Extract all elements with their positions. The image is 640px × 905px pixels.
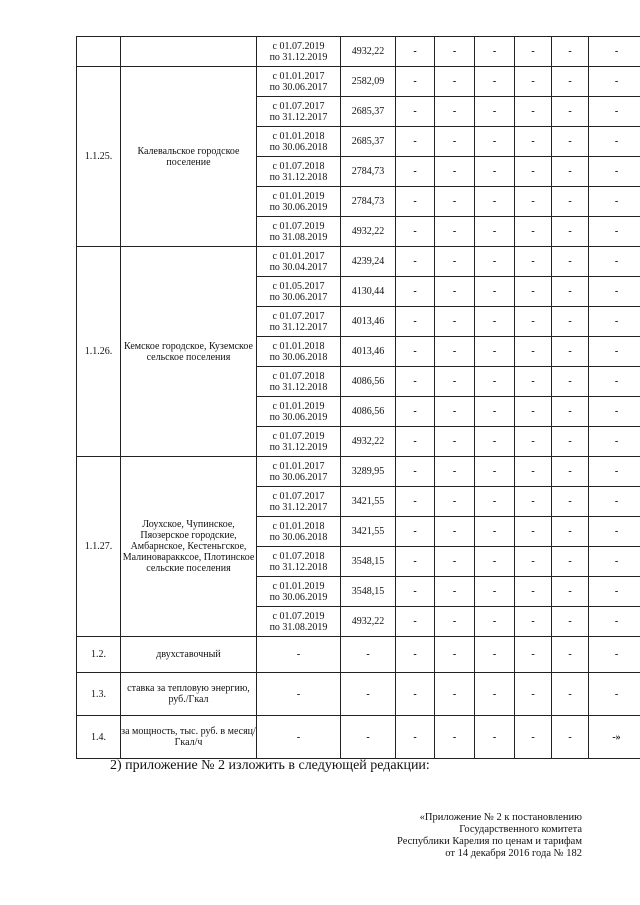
empty-value-cell: - (435, 487, 475, 517)
tariff-value: 2784,73 (341, 157, 396, 187)
empty-value-cell: - (589, 127, 640, 157)
settlement-name: Лоухское, Чупинское, Пяозерское городские, Амбарнское, Кестеньгское, Малиноваракксое, Плотинское сельские поселения (121, 457, 257, 637)
period-to: по 30.06.2017 (269, 291, 328, 303)
tariff-table (76, 36, 640, 759)
tariff-value: 4130,44 (341, 277, 396, 307)
empty-value-cell: - (396, 97, 435, 127)
table-row (77, 37, 640, 67)
empty-value-cell: - (589, 607, 640, 637)
period-to: по 30.06.2018 (269, 531, 328, 543)
empty-value-cell: - (552, 607, 589, 637)
tariff-value: 3421,55 (341, 517, 396, 547)
empty-value-cell: - (515, 187, 552, 217)
empty-value-cell: - (475, 716, 515, 759)
empty-value-cell: - (589, 637, 640, 673)
period-to: по 31.12.2017 (269, 111, 328, 123)
row-number: 1.1.27. (77, 457, 121, 637)
empty-value-cell: - (515, 97, 552, 127)
empty-value-cell: - (589, 547, 640, 577)
period-from: с 01.05.2017 (272, 280, 325, 292)
period-to: по 30.06.2017 (269, 81, 328, 93)
settlement-name (121, 37, 257, 67)
empty-value-cell: - (515, 457, 552, 487)
empty-value-cell: - (589, 97, 640, 127)
appendix-line-4: от 14 декабря 2016 года № 182 (445, 848, 582, 859)
empty-value-cell: - (435, 67, 475, 97)
period-cell (257, 127, 341, 157)
empty-value-cell: - (589, 427, 640, 457)
period-cell (257, 307, 341, 337)
period-cell (257, 187, 341, 217)
period-from: с 01.01.2018 (272, 130, 325, 142)
period-from: с 01.01.2018 (272, 520, 325, 532)
period-to: по 30.04.2017 (269, 261, 328, 273)
period-from: с 01.01.2018 (272, 340, 325, 352)
empty-value-cell: - (257, 716, 341, 759)
table-row (77, 457, 640, 487)
tariff-value: 3289,95 (341, 457, 396, 487)
period-cell (257, 607, 341, 637)
settlement-name: Калевальское городское поселение (121, 67, 257, 247)
empty-value-cell: - (475, 187, 515, 217)
empty-value-cell: - (475, 37, 515, 67)
period-to: по 30.06.2018 (269, 351, 328, 363)
empty-value-cell: - (515, 37, 552, 67)
empty-value-cell: - (589, 397, 640, 427)
empty-value-cell: - (435, 37, 475, 67)
period-cell (257, 487, 341, 517)
tariff-type-name: двухставочный (121, 637, 257, 673)
empty-value-cell: - (341, 716, 396, 759)
empty-value-cell: - (475, 247, 515, 277)
empty-value-cell: - (435, 397, 475, 427)
period-to: по 31.12.2017 (269, 501, 328, 513)
empty-value-cell: - (552, 97, 589, 127)
tariff-value: 4086,56 (341, 367, 396, 397)
tariff-type-name: ставка за тепловую энергию, руб./Гкал (121, 673, 257, 716)
empty-value-cell: - (475, 457, 515, 487)
empty-value-cell: - (552, 577, 589, 607)
row-number (77, 37, 121, 67)
row-number: 1.4. (77, 716, 121, 759)
empty-value-cell: - (515, 217, 552, 247)
period-cell (257, 37, 341, 67)
table-row (77, 673, 640, 716)
empty-value-cell: - (589, 577, 640, 607)
empty-value-cell: - (552, 397, 589, 427)
empty-value-cell: - (475, 487, 515, 517)
period-from: с 01.01.2017 (272, 460, 325, 472)
empty-value-cell: - (257, 637, 341, 673)
empty-value-cell: - (589, 337, 640, 367)
period-cell (257, 67, 341, 97)
period-to: по 30.06.2019 (269, 201, 328, 213)
period-cell (257, 517, 341, 547)
period-from: с 01.01.2019 (272, 580, 325, 592)
empty-value-cell: - (475, 307, 515, 337)
tariff-value: 4086,56 (341, 397, 396, 427)
tariff-table-body (77, 37, 640, 759)
empty-value-cell: - (396, 157, 435, 187)
period-cell (257, 97, 341, 127)
empty-value-cell: - (475, 367, 515, 397)
empty-value-cell: - (589, 487, 640, 517)
empty-value-cell: - (435, 97, 475, 127)
empty-value-cell: - (515, 67, 552, 97)
empty-value-cell: - (435, 607, 475, 637)
empty-value-cell: - (396, 673, 435, 716)
empty-value-cell: - (589, 673, 640, 716)
empty-value-cell: - (515, 277, 552, 307)
row-number: 1.1.26. (77, 247, 121, 457)
empty-value-cell: - (552, 457, 589, 487)
period-to: по 30.06.2017 (269, 471, 328, 483)
tariff-value: 4932,22 (341, 427, 396, 457)
period-to: по 31.12.2018 (269, 561, 328, 573)
empty-value-cell: - (475, 97, 515, 127)
empty-value-cell: - (552, 217, 589, 247)
empty-value-cell: - (589, 307, 640, 337)
period-cell (257, 337, 341, 367)
empty-value-cell: - (589, 157, 640, 187)
period-to: по 31.12.2018 (269, 381, 328, 393)
appendix-caption (397, 812, 582, 860)
empty-value-cell: - (515, 367, 552, 397)
empty-value-cell: - (589, 367, 640, 397)
period-cell (257, 427, 341, 457)
empty-value-cell: - (435, 716, 475, 759)
period-from: с 01.01.2017 (272, 250, 325, 262)
empty-value-cell: - (475, 673, 515, 716)
period-cell (257, 217, 341, 247)
empty-value-cell: - (396, 427, 435, 457)
empty-value-cell: - (396, 367, 435, 397)
empty-value-cell: - (552, 427, 589, 457)
empty-value-cell: - (475, 427, 515, 457)
empty-value-cell: - (435, 517, 475, 547)
empty-value-cell: - (552, 187, 589, 217)
period-from: с 01.01.2017 (272, 70, 325, 82)
empty-value-cell: - (552, 547, 589, 577)
empty-value-cell: - (475, 577, 515, 607)
empty-value-cell: - (341, 637, 396, 673)
empty-value-cell: - (435, 277, 475, 307)
empty-value-cell: - (515, 517, 552, 547)
empty-value-cell: - (435, 187, 475, 217)
empty-value-cell: - (396, 67, 435, 97)
empty-value-cell: - (589, 67, 640, 97)
table-row (77, 637, 640, 673)
empty-value-cell: - (552, 67, 589, 97)
period-to: по 31.12.2019 (269, 51, 328, 63)
empty-value-cell: - (589, 187, 640, 217)
empty-value-cell: - (435, 427, 475, 457)
appendix-line-2: Государственного комитета (459, 824, 582, 835)
row-number: 1.3. (77, 673, 121, 716)
empty-value-cell: - (589, 517, 640, 547)
empty-value-cell: - (475, 157, 515, 187)
empty-value-cell: - (515, 607, 552, 637)
empty-value-cell: - (435, 217, 475, 247)
appendix-line-3: Республики Карелия по ценам и тарифам (397, 836, 582, 847)
empty-value-cell: - (435, 127, 475, 157)
empty-value-cell: - (435, 307, 475, 337)
period-from: с 01.07.2018 (272, 160, 325, 172)
tariff-value: 3548,15 (341, 577, 396, 607)
empty-value-cell: - (552, 673, 589, 716)
empty-value-cell: - (515, 577, 552, 607)
period-from: с 01.07.2019 (272, 220, 325, 232)
empty-value-cell: - (396, 127, 435, 157)
empty-value-cell: - (515, 397, 552, 427)
empty-value-cell: - (435, 367, 475, 397)
empty-value-cell: - (515, 547, 552, 577)
empty-value-cell: - (435, 577, 475, 607)
period-from: с 01.07.2019 (272, 40, 325, 52)
period-to: по 30.06.2019 (269, 591, 328, 603)
tariff-value: 2582,09 (341, 67, 396, 97)
empty-value-cell: - (552, 37, 589, 67)
empty-value-cell: - (475, 277, 515, 307)
empty-value-cell: - (396, 547, 435, 577)
empty-value-cell: - (435, 337, 475, 367)
settlement-name: Кемское городское, Куземское сельское поселения (121, 247, 257, 457)
empty-value-cell: - (515, 247, 552, 277)
empty-value-cell: - (552, 487, 589, 517)
empty-value-cell: - (435, 457, 475, 487)
row-number: 1.1.25. (77, 67, 121, 247)
empty-value-cell: - (475, 67, 515, 97)
period-from: с 01.07.2018 (272, 550, 325, 562)
period-cell (257, 547, 341, 577)
empty-value-cell: - (515, 716, 552, 759)
tariff-value: 2685,37 (341, 97, 396, 127)
empty-value-cell: - (435, 247, 475, 277)
empty-value-cell: - (475, 217, 515, 247)
period-to: по 30.06.2018 (269, 141, 328, 153)
empty-value-cell: - (475, 127, 515, 157)
empty-value-cell: - (552, 127, 589, 157)
empty-value-cell: - (515, 427, 552, 457)
empty-value-cell: - (589, 247, 640, 277)
empty-value-cell: - (396, 217, 435, 247)
tariff-value: 4932,22 (341, 217, 396, 247)
empty-value-cell: - (257, 673, 341, 716)
period-cell (257, 277, 341, 307)
empty-value-cell: - (552, 367, 589, 397)
empty-value-cell: - (396, 607, 435, 637)
empty-value-cell: - (552, 307, 589, 337)
tariff-value: 4013,46 (341, 307, 396, 337)
empty-value-cell: - (396, 517, 435, 547)
empty-value-cell: - (396, 397, 435, 427)
period-from: с 01.07.2019 (272, 610, 325, 622)
period-from: с 01.01.2019 (272, 190, 325, 202)
empty-value-cell: - (475, 607, 515, 637)
tariff-value: 4932,22 (341, 37, 396, 67)
period-cell (257, 247, 341, 277)
table-row (77, 247, 640, 277)
period-from: с 01.07.2018 (272, 370, 325, 382)
empty-value-cell: -» (589, 716, 640, 759)
empty-value-cell: - (589, 37, 640, 67)
empty-value-cell: - (396, 457, 435, 487)
period-to: по 31.12.2017 (269, 321, 328, 333)
empty-value-cell: - (552, 157, 589, 187)
period-to: по 31.08.2019 (269, 231, 328, 243)
period-from: с 01.07.2017 (272, 310, 325, 322)
empty-value-cell: - (589, 277, 640, 307)
empty-value-cell: - (435, 547, 475, 577)
tariff-value: 2784,73 (341, 187, 396, 217)
empty-value-cell: - (396, 637, 435, 673)
period-to: по 30.06.2019 (269, 411, 328, 423)
period-cell (257, 367, 341, 397)
period-cell (257, 157, 341, 187)
empty-value-cell: - (552, 716, 589, 759)
period-to: по 31.12.2018 (269, 171, 328, 183)
period-to: по 31.08.2019 (269, 621, 328, 633)
period-cell (257, 457, 341, 487)
table-row (77, 67, 640, 97)
tariff-value: 4239,24 (341, 247, 396, 277)
tariff-value: 3421,55 (341, 487, 396, 517)
period-cell (257, 397, 341, 427)
empty-value-cell: - (515, 337, 552, 367)
table-row (77, 716, 640, 759)
empty-value-cell: - (396, 187, 435, 217)
empty-value-cell: - (396, 716, 435, 759)
tariff-value: 4932,22 (341, 607, 396, 637)
empty-value-cell: - (515, 637, 552, 673)
empty-value-cell: - (515, 487, 552, 517)
empty-value-cell: - (396, 247, 435, 277)
empty-value-cell: - (515, 127, 552, 157)
empty-value-cell: - (435, 637, 475, 673)
tariff-value: 3548,15 (341, 547, 396, 577)
period-to: по 31.12.2019 (269, 441, 328, 453)
item-2-text: 2) приложение № 2 изложить в следующей редакции: (110, 758, 430, 773)
tariff-value: 2685,37 (341, 127, 396, 157)
empty-value-cell: - (396, 487, 435, 517)
empty-value-cell: - (475, 547, 515, 577)
period-from: с 01.07.2019 (272, 430, 325, 442)
empty-value-cell: - (396, 277, 435, 307)
empty-value-cell: - (552, 337, 589, 367)
empty-value-cell: - (396, 337, 435, 367)
empty-value-cell: - (515, 673, 552, 716)
period-from: с 01.07.2017 (272, 490, 325, 502)
empty-value-cell: - (396, 307, 435, 337)
empty-value-cell: - (515, 307, 552, 337)
empty-value-cell: - (589, 217, 640, 247)
empty-value-cell: - (589, 457, 640, 487)
empty-value-cell: - (475, 517, 515, 547)
empty-value-cell: - (475, 637, 515, 673)
empty-value-cell: - (475, 337, 515, 367)
period-from: с 01.01.2019 (272, 400, 325, 412)
empty-value-cell: - (552, 277, 589, 307)
empty-value-cell: - (515, 157, 552, 187)
empty-value-cell: - (435, 157, 475, 187)
tariff-value: 4013,46 (341, 337, 396, 367)
empty-value-cell: - (341, 673, 396, 716)
empty-value-cell: - (475, 397, 515, 427)
period-from: с 01.07.2017 (272, 100, 325, 112)
empty-value-cell: - (396, 37, 435, 67)
empty-value-cell: - (552, 247, 589, 277)
empty-value-cell: - (435, 673, 475, 716)
empty-value-cell: - (396, 577, 435, 607)
appendix-line-1: «Приложение № 2 к постановлению (419, 812, 582, 823)
period-cell (257, 577, 341, 607)
empty-value-cell: - (552, 637, 589, 673)
tariff-type-name: за мощность, тыс. руб. в месяц/Гкал/ч (121, 716, 257, 759)
row-number: 1.2. (77, 637, 121, 673)
empty-value-cell: - (552, 517, 589, 547)
